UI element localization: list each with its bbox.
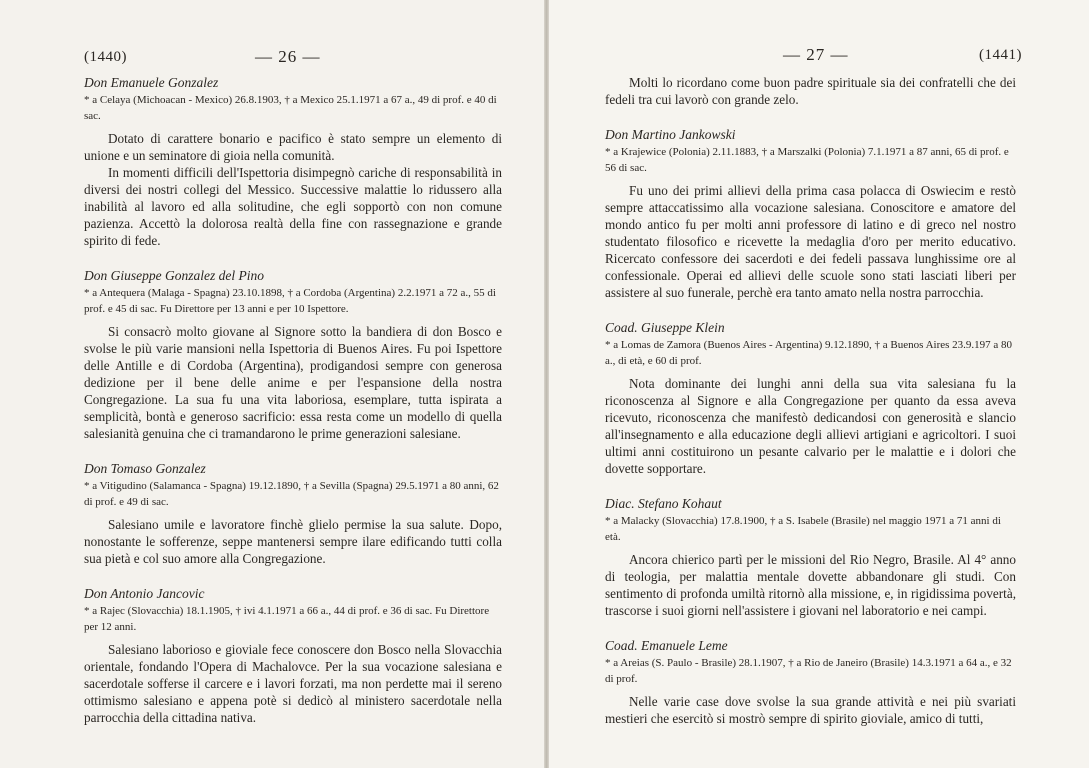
entry-bio: * a Rajec (Slovacchia) 18.1.1905, † ivi 4.1.1971 a 66 a., 44 di prof. e 36 di sac. Fu Direttore per 12 anni.	[84, 605, 490, 633]
entry-bio: * a Areias (S. Paulo - Brasile) 28.1.1907, † a Rio de Janeiro (Brasile) 14.3.1971 a 64 a., e 32 di prof.	[605, 657, 1012, 685]
entry-name: Don Giuseppe Gonzalez del Pino	[84, 268, 264, 283]
entry-paragraph: Nota dominante dei lunghi anni della sua vita salesiana fu la riconoscenza al Signore e alla Congregazione per quanto da essa aveva ricevuto, riconoscenza che manifestò dedicandosi con generosità e slancio all'insegnamento e alla educazione degli allievi artigiani e agricoltori. I suoi ultimi anni costituirono un pesante calvario per le malattie e i dolori che dovette sopportare.	[605, 376, 1016, 476]
obituary-entry	[84, 74, 502, 249]
entry-bio: * a Antequera (Malaga - Spagna) 23.10.1898, † a Cordoba (Argentina) 2.2.1971 a 72 a., 55 di prof. e 45 di sac. Fu Direttore per 13 anni e per 10 Ispettore.	[84, 287, 496, 315]
entry-paragraph: Nelle varie case dove svolse la sua grande attività e nei più svariati mestieri che esercitò si mostrò sempre di spirito gioviale, amico di tutti,	[605, 694, 1016, 726]
entry-paragraph: Ancora chierico partì per le missioni del Rio Negro, Brasile. Al 4° anno di teologia, per malattia mentale dovette abbandonare gli studi. Con sentimento di profonda umiltà ritornò alla missione, e, in rigidissima povertà, trascorse i suoi giorni nell'assistere i giovani nel laboratorio e nei campi.	[605, 552, 1016, 618]
entry-paragraph: In momenti difficili dell'Ispettoria disimpegnò cariche di responsabilità in diversi dei nostri collegi del Messico. Successive malattie lo ridussero alla inabilità al lavoro ed alla solitudine, che egli sopportò con non comune pazienza. Accettò la dolorosa realtà della fine con rassegnazione e grande spirito di fede.	[84, 165, 502, 248]
entry-paragraph: Salesiano umile e lavoratore finchè glielo permise la sua salute. Dopo, nonostante le sofferenze, seppe mantenersi sempre ilare edificando tutti colla sua pietà e col suo amore alla Congregazione.	[84, 517, 502, 566]
entry-name: Don Antonio Jancovic	[84, 586, 205, 601]
entry-name: Don Martino Jankowski	[605, 127, 736, 142]
entry-paragraph: Fu uno dei primi allievi della prima casa polacca di Oswiecim e restò sempre attaccatissimo alla vocazione salesiana. Conoscitore e amatore del mondo antico fu per molti anni professore di latino e di greco nel nostro studentato filosofico e ricevette la medaglia d'oro per merito educativo. Ricercato confessore dei sacerdoti e dei fedeli passava lunghissime ore al confessionale. Operai ed allievi delle scuole sono stati lasciati liberi per assistere al suo funerale, perchè era tanto amato nella nostra parrocchia.	[605, 183, 1016, 300]
entry-paragraph: Salesiano laborioso e gioviale fece conoscere don Bosco nella Slovacchia orientale, fondando l'Opera di Machalovce. Per la sua vocazione salesiana e sacerdotale sofferse il carcere e i lavori forzati, ma non perdette mai il sereno ottimismo salesiano e appena potè si dedicò al ministero sacerdotale nella parrocchia della cittadina nativa.	[84, 642, 502, 725]
obituary-entry	[605, 126, 1016, 301]
page-code: (1441)	[979, 47, 1022, 63]
entry-name: Coad. Emanuele Leme	[605, 638, 728, 653]
obituary-entry	[84, 460, 502, 567]
obituary-entry	[605, 495, 1016, 619]
entry-bio: * a Malacky (Slovacchia) 17.8.1900, † a S. Isabele (Brasile) nel maggio 1971 a 71 anni di età.	[605, 515, 1001, 543]
obituary-entry	[84, 585, 502, 726]
entry-paragraph: Dotato di carattere bonario e pacifico è stato sempre un elemento di unione e un seminatore di gioia nella comunità.	[84, 131, 502, 163]
entry-name: Coad. Giuseppe Klein	[605, 320, 725, 335]
entry-name: Don Emanuele Gonzalez	[84, 75, 219, 90]
entry-name: Diac. Stefano Kohaut	[605, 496, 722, 511]
page-header: — 27 —	[783, 45, 849, 64]
obituary-entry	[605, 319, 1016, 477]
page-code: (1440)	[84, 49, 127, 65]
entry-bio: * a Krajewice (Polonia) 2.11.1883, † a Marszalki (Polonia) 7.1.1971 a 87 anni, 65 di prof. e 56 di sac.	[605, 146, 1009, 174]
entry-bio: * a Vitigudino (Salamanca - Spagna) 19.12.1890, † a Sevilla (Spagna) 29.5.1971 a 80 anni, 62 di prof. e 49 di sac.	[84, 480, 499, 508]
obituary-entry	[84, 267, 502, 442]
continued-paragraph: Molti lo ricordano come buon padre spirituale sia dei confratelli che dei fedeli tra cui lavorò con grande zelo.	[605, 75, 1016, 107]
page-header: — 26 —	[255, 47, 321, 66]
entry-bio: * a Lomas de Zamora (Buenos Aires - Argentina) 9.12.1890, † a Buenos Aires 23.9.197 a 80 a., di età, e 60 di prof.	[605, 339, 1013, 367]
entry-bio: * a Celaya (Michoacan - Mexico) 26.8.1903, † a Mexico 25.1.1971 a 67 a., 49 di prof. e 40 di sac.	[84, 94, 497, 122]
entry-paragraph: Si consacrò molto giovane al Signore sotto la bandiera di don Bosco e svolse le più varie mansioni nella Ispettoria di Buenos Aires. Fu poi Ispettore delle Antille e di Cordoba (Argentina), prodigandosi sempre con generosa dedizione per il bene delle anime e per l'espansione della nostra Congregazione. La sua fu una vita laboriosa, esemplare, tutta ispirata a semplicità, bontà e generoso sacrificio: essa resta come un modello di quella salesianità genuina che ci tramandarono le prime generazioni salesiane.	[84, 324, 502, 441]
obituary-entry	[605, 637, 1016, 727]
right-column	[605, 74, 1016, 727]
left-column	[84, 68, 502, 726]
entry-name: Don Tomaso Gonzalez	[84, 461, 206, 476]
